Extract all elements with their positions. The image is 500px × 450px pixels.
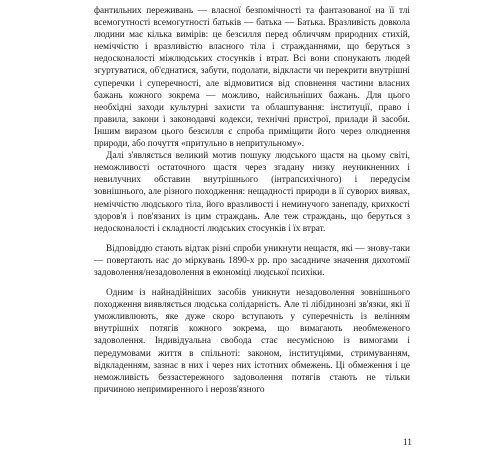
page-number: 11: [402, 438, 412, 448]
paragraph-3: Відповіддю стають відтак різні спроби уникнути нещастя, які — знову-таки — повертають нас до міркувань 1890-х рр. про засадниче значення дихотомії задоволення/незадоволення в економіці людської психіки.: [94, 243, 410, 278]
body-text: [94, 5, 410, 396]
paragraph-4: Одним із найнадійніших засобів уникнути незадоволення зовнішнього походження виявляється людська солідарність. Але ті лібідинозні зв'язки, які її уможливлюють, яке дуже скоро вступають у суперечність із велінням внутрішніх потягів кожного зокрема, що вимагають необмеженого задоволення. Індивідуальна свобода стає несумісною із вимогами і передумовами життя в спільноті: законом, інституціями, стримуванням, відкладенням, зазнає в них і через них істотних обмежень. Ці обмеження і це неможливість беззастережного задоволення потягів стають не тільки причиною непримиренного і нерозв'язного: [94, 288, 410, 395]
paragraph-2: Далі з'являється великий мотив пошуку людського щастя на цьому світі, неможливості остаточного щастя через згадану низку неуникненних і невилучних обставин внутрішнього (інтрапсихічного) і передусім зовнішнього, але різного походження: нещадності природи в її суворих виявах, неміччістю людського тіла, його вразливості і неминучого занепаду, крихкості здоров'я і пов'язаних із цим страждань. Але теж страждань, що беруться з недосконалості і складності людських стосунків і їх втрат.: [94, 151, 410, 234]
paragraph-1: фантильних переживань — власної безпомічності та фантазованої на її тлі всемогутності всемогутності батьків — батька — Батька. Вразливість довкола людини має кілька вимірів: це безсилля перед обличчям природних стихій, неміччістю і вразливістю власного тіла і стражданнями, що беруться з недосконалості міжлюдських стосунків і втрат. Всі вони спонукають людей згуртуватися, об'єднатися, забути, подолати, відкласти чи перекрити внутрішні суперечки і суперечності, але відмовитися від сповнення частини власних бажань кожного зокрема — можливо, найсильніших бажань. Для цього необхідні заходи культурні захисти та облаштування: інституції, право і правила, закони і законодавчі кодекси, технічні пристрої, прилади й засоби. Іншим виразом цього безсилля є спроба приміщити його через олюднення природи, або почуття «притульно в непритульному».: [94, 6, 410, 150]
